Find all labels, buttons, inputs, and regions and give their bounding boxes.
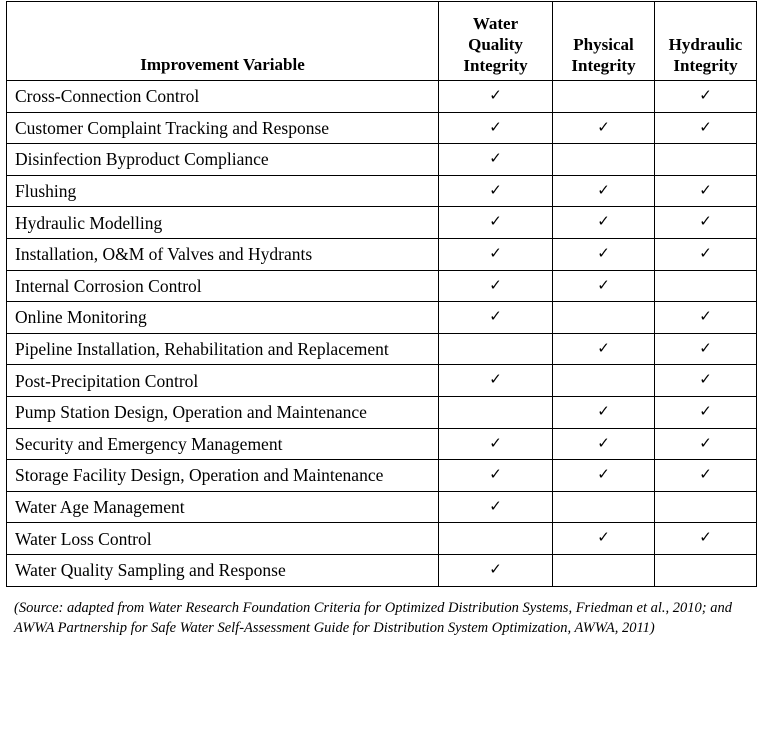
checkmark-icon: ✓ — [489, 212, 502, 231]
physical-integrity-cell — [553, 238, 655, 270]
checkmark-icon: ✓ — [699, 465, 712, 484]
water-quality-integrity-cell — [439, 554, 553, 586]
checkmark-icon: ✓ — [597, 528, 610, 547]
physical-integrity-cell — [553, 523, 655, 555]
physical-integrity-cell — [553, 112, 655, 144]
checkmark-icon: ✓ — [699, 307, 712, 326]
table-row — [7, 365, 757, 397]
checkmark-icon: ✓ — [699, 212, 712, 231]
checkmark-icon: ✓ — [489, 243, 502, 262]
physical-integrity-cell — [553, 460, 655, 492]
hydraulic-integrity-cell — [655, 365, 757, 397]
checkmark-icon: ✓ — [699, 528, 712, 547]
checkmark-icon: ✓ — [489, 496, 502, 515]
table-row — [7, 302, 757, 334]
checkmark-icon: ✓ — [597, 243, 610, 262]
hydraulic-integrity-cell — [655, 175, 757, 207]
improvement-variable-cell: Disinfection Byproduct Compliance — [7, 144, 439, 176]
water-quality-integrity-cell — [439, 428, 553, 460]
table-row — [7, 144, 757, 176]
header-water-quality-integrity — [439, 2, 553, 81]
water-quality-integrity-cell — [439, 365, 553, 397]
table-header-row — [7, 2, 757, 81]
hydraulic-integrity-cell — [655, 523, 757, 555]
checkmark-icon: ✓ — [597, 275, 610, 294]
checkmark-icon: ✓ — [597, 180, 610, 199]
header-improvement-variable: Improvement Variable — [7, 2, 439, 81]
checkmark-icon: ✓ — [489, 86, 502, 104]
checkmark-icon: ✓ — [597, 401, 610, 420]
improvement-variable-cell: Customer Complaint Tracking and Response — [7, 112, 439, 144]
improvement-variable-cell: Hydraulic Modelling — [7, 207, 439, 239]
physical-integrity-cell — [553, 175, 655, 207]
improvement-variable-cell: Pipeline Installation, Rehabilitation and Replacement — [7, 333, 439, 365]
checkmark-icon: ✓ — [489, 180, 502, 199]
hydraulic-integrity-cell — [655, 333, 757, 365]
water-quality-integrity-cell — [439, 523, 553, 555]
checkmark-icon: ✓ — [699, 401, 712, 420]
hydraulic-integrity-cell — [655, 270, 757, 302]
checkmark-icon: ✓ — [489, 275, 502, 294]
checkmark-icon: ✓ — [699, 433, 712, 452]
table-body — [7, 81, 757, 587]
improvement-variable-cell: Security and Emergency Management — [7, 428, 439, 460]
header-hydraulic-integrity — [655, 2, 757, 81]
table-row — [7, 396, 757, 428]
hydraulic-integrity-cell — [655, 554, 757, 586]
table-row — [7, 112, 757, 144]
checkmark-icon: ✓ — [699, 243, 712, 262]
physical-integrity-cell — [553, 333, 655, 365]
improvement-variable-cell: Online Monitoring — [7, 302, 439, 334]
table-row — [7, 554, 757, 586]
water-quality-integrity-cell — [439, 491, 553, 523]
improvement-variable-cell: Pump Station Design, Operation and Maintenance — [7, 396, 439, 428]
water-quality-integrity-cell — [439, 396, 553, 428]
checkmark-icon: ✓ — [489, 465, 502, 484]
water-quality-integrity-cell — [439, 144, 553, 176]
physical-integrity-cell — [553, 396, 655, 428]
water-quality-integrity-cell — [439, 112, 553, 144]
water-quality-integrity-cell — [439, 333, 553, 365]
table-row — [7, 491, 757, 523]
physical-integrity-cell — [553, 81, 655, 113]
physical-integrity-cell — [553, 554, 655, 586]
physical-integrity-cell — [553, 144, 655, 176]
header-physical-label: Physical Integrity — [571, 35, 636, 75]
checkmark-icon: ✓ — [489, 117, 502, 136]
hydraulic-integrity-cell — [655, 491, 757, 523]
water-quality-integrity-cell — [439, 238, 553, 270]
improvement-variable-cell: Storage Facility Design, Operation and Maintenance — [7, 460, 439, 492]
hydraulic-integrity-cell — [655, 81, 757, 113]
hydraulic-integrity-cell — [655, 207, 757, 239]
improvement-variable-table — [6, 1, 757, 587]
header-water-quality-label: Water Quality Integrity — [463, 14, 528, 75]
header-physical-integrity — [553, 2, 655, 81]
checkmark-icon: ✓ — [489, 433, 502, 452]
checkmark-icon: ✓ — [489, 370, 502, 389]
physical-integrity-cell — [553, 302, 655, 334]
improvement-variable-cell: Water Loss Control — [7, 523, 439, 555]
improvement-variable-cell: Water Quality Sampling and Response — [7, 554, 439, 586]
table-row — [7, 460, 757, 492]
checkmark-icon: ✓ — [597, 338, 610, 357]
hydraulic-integrity-cell — [655, 144, 757, 176]
hydraulic-integrity-cell — [655, 302, 757, 334]
checkmark-icon: ✓ — [597, 212, 610, 231]
checkmark-icon: ✓ — [597, 465, 610, 484]
physical-integrity-cell — [553, 428, 655, 460]
hydraulic-integrity-cell — [655, 396, 757, 428]
table-row — [7, 333, 757, 365]
improvement-variable-cell: Flushing — [7, 175, 439, 207]
physical-integrity-cell — [553, 365, 655, 397]
water-quality-integrity-cell — [439, 207, 553, 239]
header-hydraulic-label: Hydraulic Integrity — [668, 35, 743, 75]
hydraulic-integrity-cell — [655, 460, 757, 492]
water-quality-integrity-cell — [439, 302, 553, 334]
checkmark-icon: ✓ — [699, 117, 712, 136]
improvement-variable-cell: Installation, O&M of Valves and Hydrants — [7, 238, 439, 270]
water-quality-integrity-cell — [439, 175, 553, 207]
water-quality-integrity-cell — [439, 270, 553, 302]
table-row — [7, 207, 757, 239]
improvement-variable-cell: Post-Precipitation Control — [7, 365, 439, 397]
water-quality-integrity-cell — [439, 81, 553, 113]
table-row — [7, 523, 757, 555]
table-row — [7, 81, 757, 113]
physical-integrity-cell — [553, 270, 655, 302]
table-row — [7, 238, 757, 270]
water-quality-integrity-cell — [439, 460, 553, 492]
table-row — [7, 428, 757, 460]
table-row — [7, 175, 757, 207]
improvement-variable-cell: Water Age Management — [7, 491, 439, 523]
hydraulic-integrity-cell — [655, 112, 757, 144]
checkmark-icon: ✓ — [699, 338, 712, 357]
checkmark-icon: ✓ — [597, 117, 610, 136]
checkmark-icon: ✓ — [489, 149, 502, 168]
checkmark-icon: ✓ — [597, 433, 610, 452]
checkmark-icon: ✓ — [489, 559, 502, 578]
checkmark-icon: ✓ — [489, 307, 502, 326]
hydraulic-integrity-cell — [655, 428, 757, 460]
source-note: (Source: adapted from Water Research Foundation Criteria for Optimized Distribution Systems, Friedman et al., 2010; and AWWA Partnership for Safe Water Self-Assessment Guide for Distribution System Optimization, AWWA, 2011) — [14, 600, 732, 636]
checkmark-icon: ✓ — [699, 180, 712, 199]
checkmark-icon: ✓ — [699, 370, 712, 389]
physical-integrity-cell — [553, 207, 655, 239]
improvement-variable-cell: Internal Corrosion Control — [7, 270, 439, 302]
hydraulic-integrity-cell — [655, 238, 757, 270]
checkmark-icon: ✓ — [699, 86, 712, 104]
improvement-variable-cell: Cross-Connection Control — [7, 81, 439, 113]
table-row — [7, 270, 757, 302]
physical-integrity-cell — [553, 491, 655, 523]
